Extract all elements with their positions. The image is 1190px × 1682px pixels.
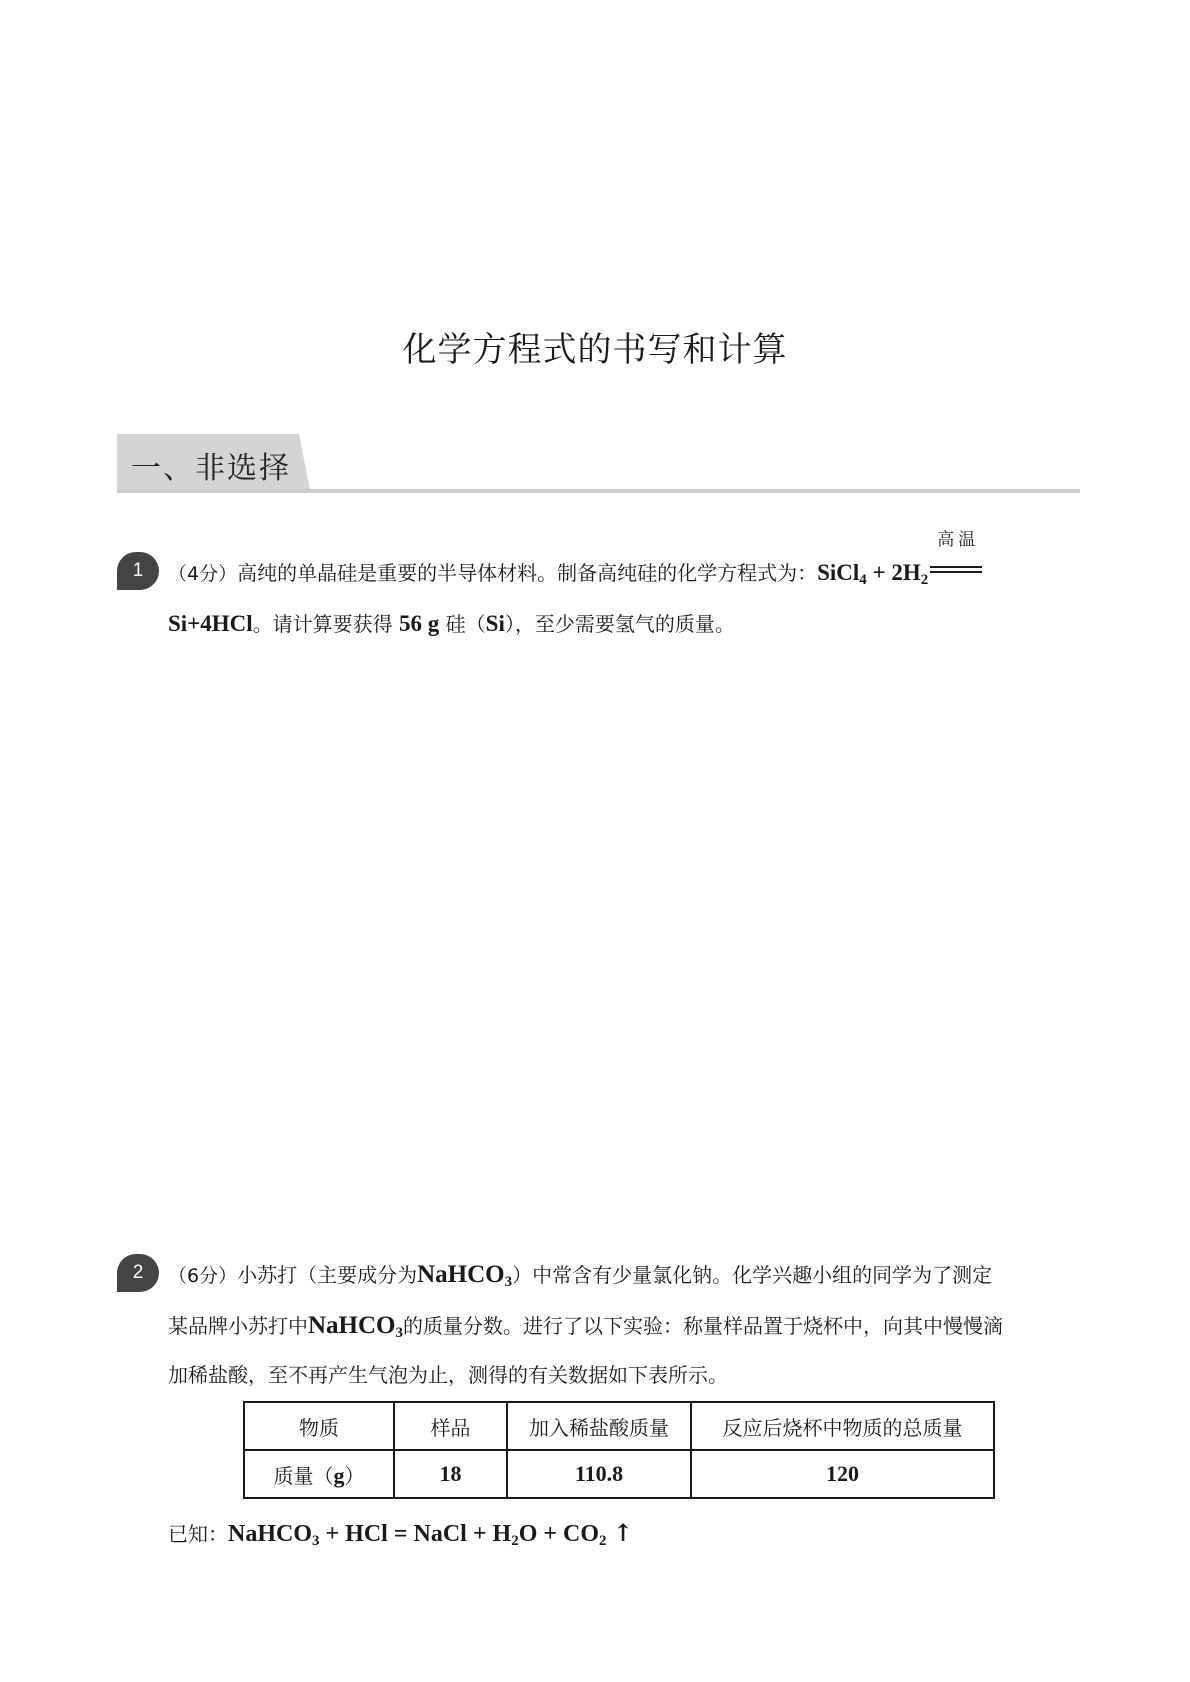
table-row-label: 质量（g） [244, 1450, 394, 1498]
question-text: 高纯的单晶硅是重要的半导体材料。制备高纯硅的化学方程式为： [237, 561, 818, 585]
question-text: 硅（ [445, 612, 486, 636]
table-cell: 120 [691, 1450, 994, 1498]
question-text: 小苏打（主要成分为 [237, 1263, 418, 1287]
table-header-cell: 反应后烧杯中物质的总质量 [691, 1402, 994, 1450]
section-divider [117, 489, 1080, 493]
table-header-cell: 加入稀盐酸质量 [507, 1402, 691, 1450]
table-cell: 110.8 [507, 1450, 691, 1498]
chem-formula: SiCl$_4$ + $2H_2$ [817, 560, 929, 588]
question-2 [168, 1250, 1068, 1400]
question-text: 。请计算要获得 [252, 612, 393, 636]
known-label: 已知： [168, 1522, 228, 1546]
section-label: 一、非选择 [131, 451, 291, 486]
question-text: 加稀盐酸，至不再产生气泡为止，测得的有关数据如下表所示。 [168, 1363, 728, 1387]
question-text: ），至少需要氢气的质量。 [504, 612, 735, 636]
section-header [117, 434, 1080, 492]
known-equation [168, 1518, 633, 1548]
condition-label: 高温 [937, 530, 980, 550]
chem-formula: NaHCO$_3$ [417, 1261, 513, 1290]
question-points: （4分） [168, 563, 238, 585]
table-header-row [244, 1402, 994, 1450]
question-1 [168, 530, 1068, 649]
chem-products: Si+4HCl [168, 611, 253, 636]
gas-arrow-icon: ↑ [612, 1518, 634, 1547]
chem-formula: NaHCO$_3$ [308, 1312, 403, 1341]
question-text: 的质量分数。进行了以下实验：称量样品置于烧杯中，向其中慢慢滴 [403, 1314, 1003, 1338]
chem-symbol: Si [485, 611, 505, 636]
reaction-condition [930, 530, 982, 582]
page-title: 化学方程式的书写和计算 [402, 330, 788, 370]
question-text: ）中常含有少量氯化钠。化学兴趣小组的同学为了测定 [512, 1263, 993, 1287]
table-header-cell: 物质 [244, 1402, 394, 1450]
table-header-cell: 样品 [394, 1402, 507, 1450]
chem-equation: NaHCO$_3$ + HCl = NaCl + $H_2O + CO_2$ [228, 1521, 607, 1549]
question-points: （6分） [168, 1265, 238, 1287]
data-table [243, 1401, 995, 1499]
question-number-badge: 2 [117, 1254, 159, 1292]
question-number-badge: 1 [117, 552, 159, 590]
table-cell: 18 [394, 1450, 507, 1498]
question-text: 某品牌小苏打中 [168, 1314, 308, 1338]
mass-value: 56 g [399, 611, 440, 636]
table-row [244, 1450, 994, 1498]
